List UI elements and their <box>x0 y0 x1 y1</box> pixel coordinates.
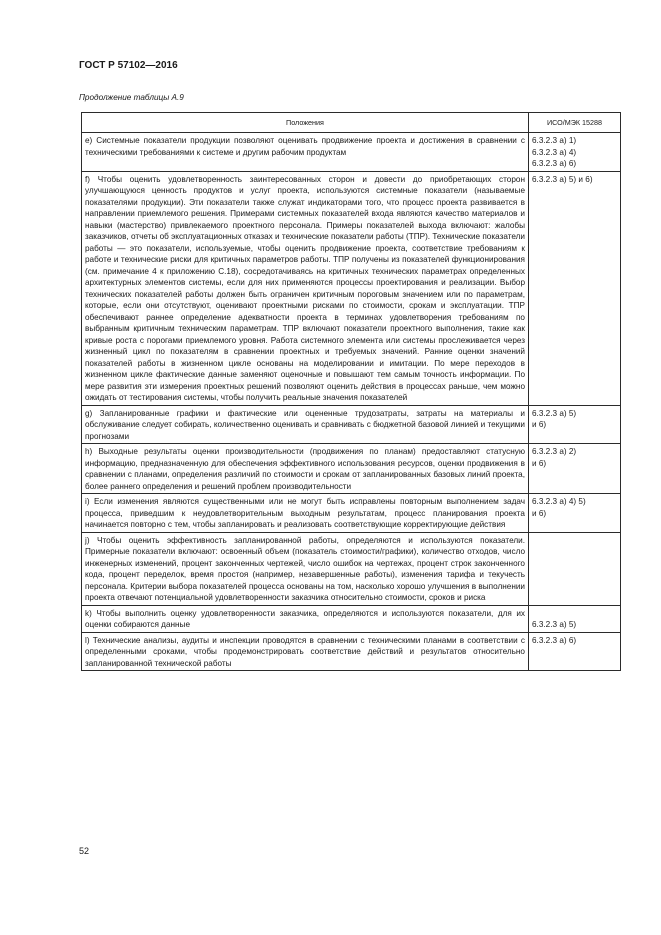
provision-text: l) Технические анализы, аудиты и инспекции проводятся в сравнении с техническими планами в соответствии с определенными сроками, чтобы продемонстрировать соответствие действий и результатов относительно запланированной технической работы <box>82 632 529 671</box>
table-header-row <box>82 113 621 133</box>
table-row <box>82 632 621 671</box>
iso-reference: 6.3.2.3 a) 5) и 6) <box>529 171 621 405</box>
table-row <box>82 444 621 494</box>
iso-reference: 6.3.2.3 a) 5) и 6) <box>529 405 621 444</box>
table-row <box>82 405 621 444</box>
iso-reference: 6.3.2.3 a) 1) 6.3.2.3 a) 4) 6.3.2.3 a) 6) <box>529 133 621 172</box>
provision-text: e) Системные показатели продукции позволяют оценивать продвижение проекта и достижения в сравнении с техническими требованиями к системе и другим рабочим продуктам <box>82 133 529 172</box>
iso-reference: 6.3.2.3 a) 2) и 6) <box>529 444 621 494</box>
provision-text: f) Чтобы оценить удовлетворенность заинтересованных сторон и довести до приобретающих сторон улучшающуюся ценность продуктов и услуг проекта, используются системные показатели (называемые показателями продукции). Эти показатели также служат индикаторами того, что процесс проекта развивается в направлении приемлемого решения. Примерами системных показателей входа являются качество материалов и навыки (мастерство) привлекаемого проектного персонала. Примеры показателей выхода включают: жалобы заказчиков, отчеты об эксплуатационных отказах и технические показатели работы (ТПР). Технические показатели работы — это показатели, используемые, чтобы оценить продвижение проекта, соответствие требованиям к работе и технические риски для критичных параметров работы. ТПР получены из показателей функционирования (см. примечание 4 к приложению С.18), сосредотачиваясь на критичных технических параметрах определенных архитектурных элементов системы, если для них применяются процессы проектирования и реализации. Выбор технических показателей работы должен быть ограничен критичным пороговым значением или по параметрам, которые, если они отсутствуют, оценивают проектными рисками по стоимости, срокам и эксплуатации. ТПР обеспечивают раннее определение адекватности проекта в терминах удовлетворения требованиям по выбранным критичным техническим параметрам. ТПР включают показатели проектного выполнения, такие как кривые роста с порогами приемлемого уровня. Работа системного элемента или системы прослеживается через жизненный цикл по показателям в сравнении проектных и требуемых значений. Ранние оценки значений показателей работы в жизненном цикле основаны на моделировании и имитации. По мере переходов в жизненном цикле фактические данные заменяют оценочные и повышают тем самым точность информации. По мере развития эти измерения проектных решений позволяют оценить действия в процессах раньше, чем можно ожидать от тестирования системы, чтобы получить реальные значения показателей <box>82 171 529 405</box>
page-number: 52 <box>79 846 90 856</box>
column-header-provisions: Положения <box>82 113 529 133</box>
provisions-table <box>81 112 621 671</box>
provision-text: i) Если изменения являются существенными или не могут быть исправлены повторным выполнением задач процесса, приведшим к неудовлетворительным выходным результатам, процесс планирования проекта начинается повторно с тем, чтобы запланировать и реализовать соответствующие корректирующие действия <box>82 494 529 533</box>
iso-reference: 6.3.2.3 a) 6) <box>529 632 621 671</box>
table-row <box>82 494 621 533</box>
provision-text: j) Чтобы оценить эффективность запланированной работы, определяются и используются показатели. Примерные показатели включают: освоенный объем (показатель стоимости/графики), количество отходов, число инженерных изменений, процент законченных чертежей, число ошибок на чертежах, процент строк законченного кода, процент переделок, время простоя (например, незавершенные работы), изменения тарифа и текучесть персонала. Критерии выбора показателей процесса основаны на том, насколько хорошо улучшения в выполнении проекта отвечают потенциальной удовлетворенности заказчика относительно стоимости, сроков и риска <box>82 532 529 605</box>
iso-reference <box>529 532 621 605</box>
table-row <box>82 605 621 632</box>
table-row <box>82 532 621 605</box>
table-caption: Продолжение таблицы А.9 <box>79 93 184 102</box>
table-row <box>82 171 621 405</box>
iso-reference: 6.3.2.3 a) 4) 5) и 6) <box>529 494 621 533</box>
provision-text: h) Выходные результаты оценки производительности (продвижения по планам) предоставляют статусную информацию, предназначенную для обеспечения эффективного использования ресурсов, оценки продвижения в сравнении с планами, определения различий по стоимости и срокам от запланированных базовых линий проекта, более раннего определения и решений проблем производительности <box>82 444 529 494</box>
standard-code: ГОСТ Р 57102—2016 <box>79 60 178 71</box>
iso-reference: 6.3.2.3 a) 5) <box>529 605 621 632</box>
table-row <box>82 133 621 172</box>
provision-text: g) Запланированные графики и фактические или оцененные трудозатраты, затраты на материалы и обслуживание следует собирать, количественно оценивать и сравнивать с бюджетной базовой линией и текущими прогнозами <box>82 405 529 444</box>
column-header-iso-reference: ИСО/МЭК 15288 <box>529 113 621 133</box>
provision-text: k) Чтобы выполнить оценку удовлетворенности заказчика, определяются и используются показатели, для их оценки собираются данные <box>82 605 529 632</box>
